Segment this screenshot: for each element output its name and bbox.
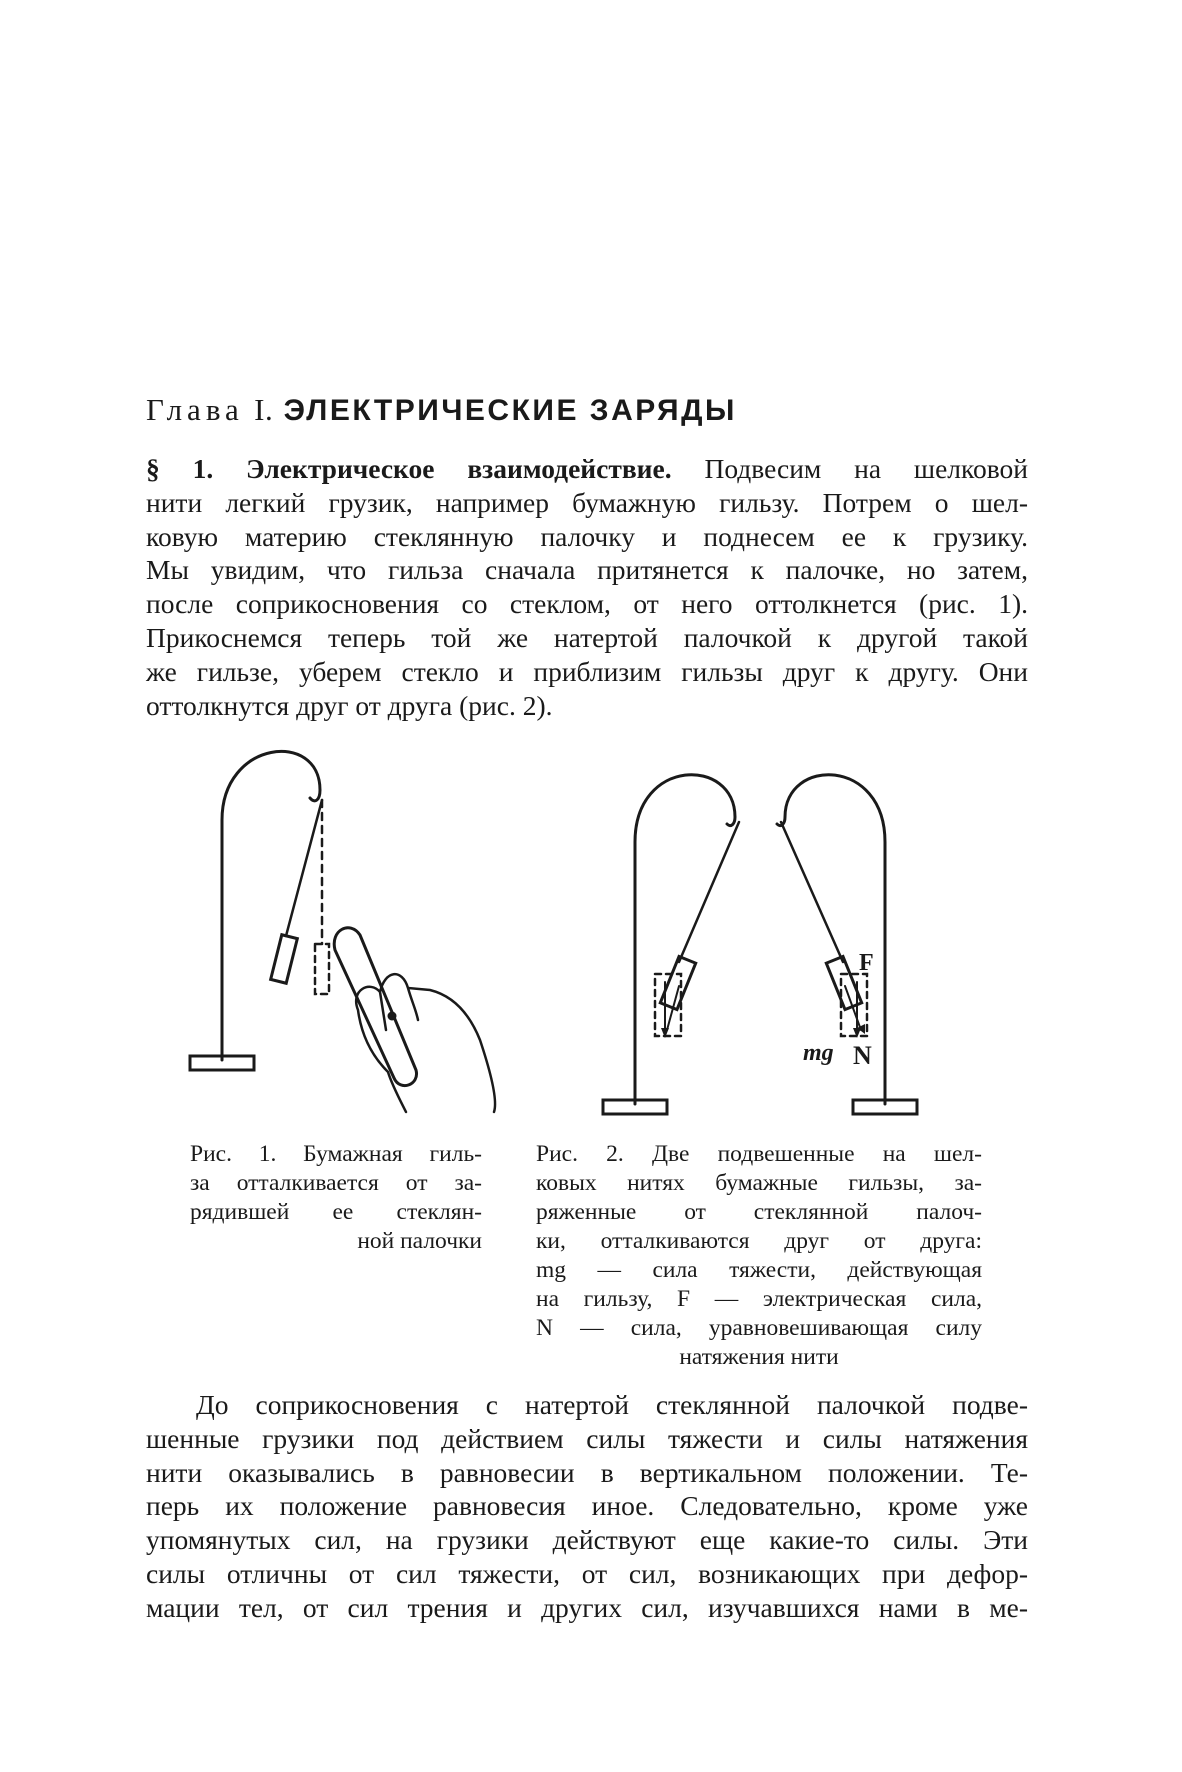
caption-line: ковых нитях бумажные гильзы, за- [536, 1170, 982, 1196]
caption-line: на гильзу, F — электрическая сила, [536, 1286, 982, 1312]
text-line: ковую материю стеклянную палочку и поднесем ее к грузику. [146, 520, 1028, 552]
text-line: нити оказывались в равновесии в вертикальном положении. Те- [146, 1456, 1028, 1488]
label-gravity-mg: mg [803, 1040, 834, 1066]
text-line: оттолкнутся друг от друга (рис. 2). [146, 689, 553, 721]
caption-line: ки, отталкиваются друг от друга: [536, 1228, 982, 1254]
thread-left [679, 822, 739, 962]
text-line: Подвесим на шелковой [704, 453, 1028, 484]
text-line: Мы увидим, что гильза сначала притянется к палочке, но затем, [146, 554, 1028, 586]
thread-right [781, 822, 843, 962]
text-line: после соприкосновения со стеклом, от него оттолкнется (рис. 1). [146, 588, 1028, 620]
stand-2-left-post [635, 775, 735, 1104]
chapter-title: ЭЛЕКТРИЧЕСКИЕ ЗАРЯДЫ [283, 394, 737, 427]
figure-2-caption [536, 1140, 982, 1372]
caption-line: за отталкивается от за- [190, 1170, 482, 1196]
label-force-f: F [859, 950, 874, 976]
caption-line: рядившей ее стеклян- [190, 1199, 482, 1225]
caption-line: натяжения нити [679, 1344, 839, 1370]
caption-line: Рис. 1. Бумажная гиль- [190, 1141, 482, 1167]
text-line: Прикоснемся теперь той же натертой палочкой к другой такой [146, 621, 1028, 653]
section-paragraph-1 [146, 452, 1028, 722]
figure-1-caption [190, 1140, 482, 1256]
text-line: же гильзе, уберем стекло и приблизим гильзы друг к другу. Они [146, 655, 1028, 687]
figure-1-illustration [180, 740, 500, 1120]
glass-rod [334, 928, 416, 1086]
caption-line: ной палочки [357, 1228, 482, 1254]
sleeve-deflected [271, 935, 298, 984]
stand-1-post [222, 751, 320, 1060]
label-normal-n: N [853, 1041, 872, 1070]
text-line: До соприкосновения с натертой стеклянной палочкой подве- [196, 1389, 1028, 1420]
sleeve-vertical-dashed [315, 944, 329, 994]
caption-line: ряженные от стеклянной палоч- [536, 1199, 982, 1225]
section-title: § 1. Электрическое взаимодействие. [146, 453, 672, 484]
chapter-number: I. [254, 392, 274, 427]
chapter-heading [146, 392, 737, 428]
figure-2-illustration [595, 762, 935, 1122]
text-line: мации тел, от сил трения и других сил, изучавшихся нами в ме- [146, 1591, 1028, 1623]
caption-line: Рис. 2. Две подвешенные на шел- [536, 1141, 982, 1167]
section-paragraph-2 [146, 1388, 1028, 1625]
text-line: перь их положение равновесия иное. Следовательно, кроме уже [146, 1490, 1028, 1522]
chapter-word: Глава [146, 392, 244, 427]
text-line: упомянутых сил, на грузики действуют еще какие-то силы. Эти [146, 1524, 1028, 1556]
text-line: шенные грузики под действием силы тяжести и силы натяжения [146, 1422, 1028, 1454]
thread-deflected [286, 800, 322, 936]
text-line: силы отличны от сил тяжести, от сил, возникающих при дефор- [146, 1557, 1028, 1589]
text-line: нити легкий грузик, например бумажную гильзу. Потрем о шел- [146, 486, 1028, 518]
caption-line: N — сила, уравновешивающая силу [536, 1315, 982, 1341]
hand-mark [389, 1013, 395, 1019]
caption-line: mg — сила тяжести, действующая [536, 1257, 982, 1283]
